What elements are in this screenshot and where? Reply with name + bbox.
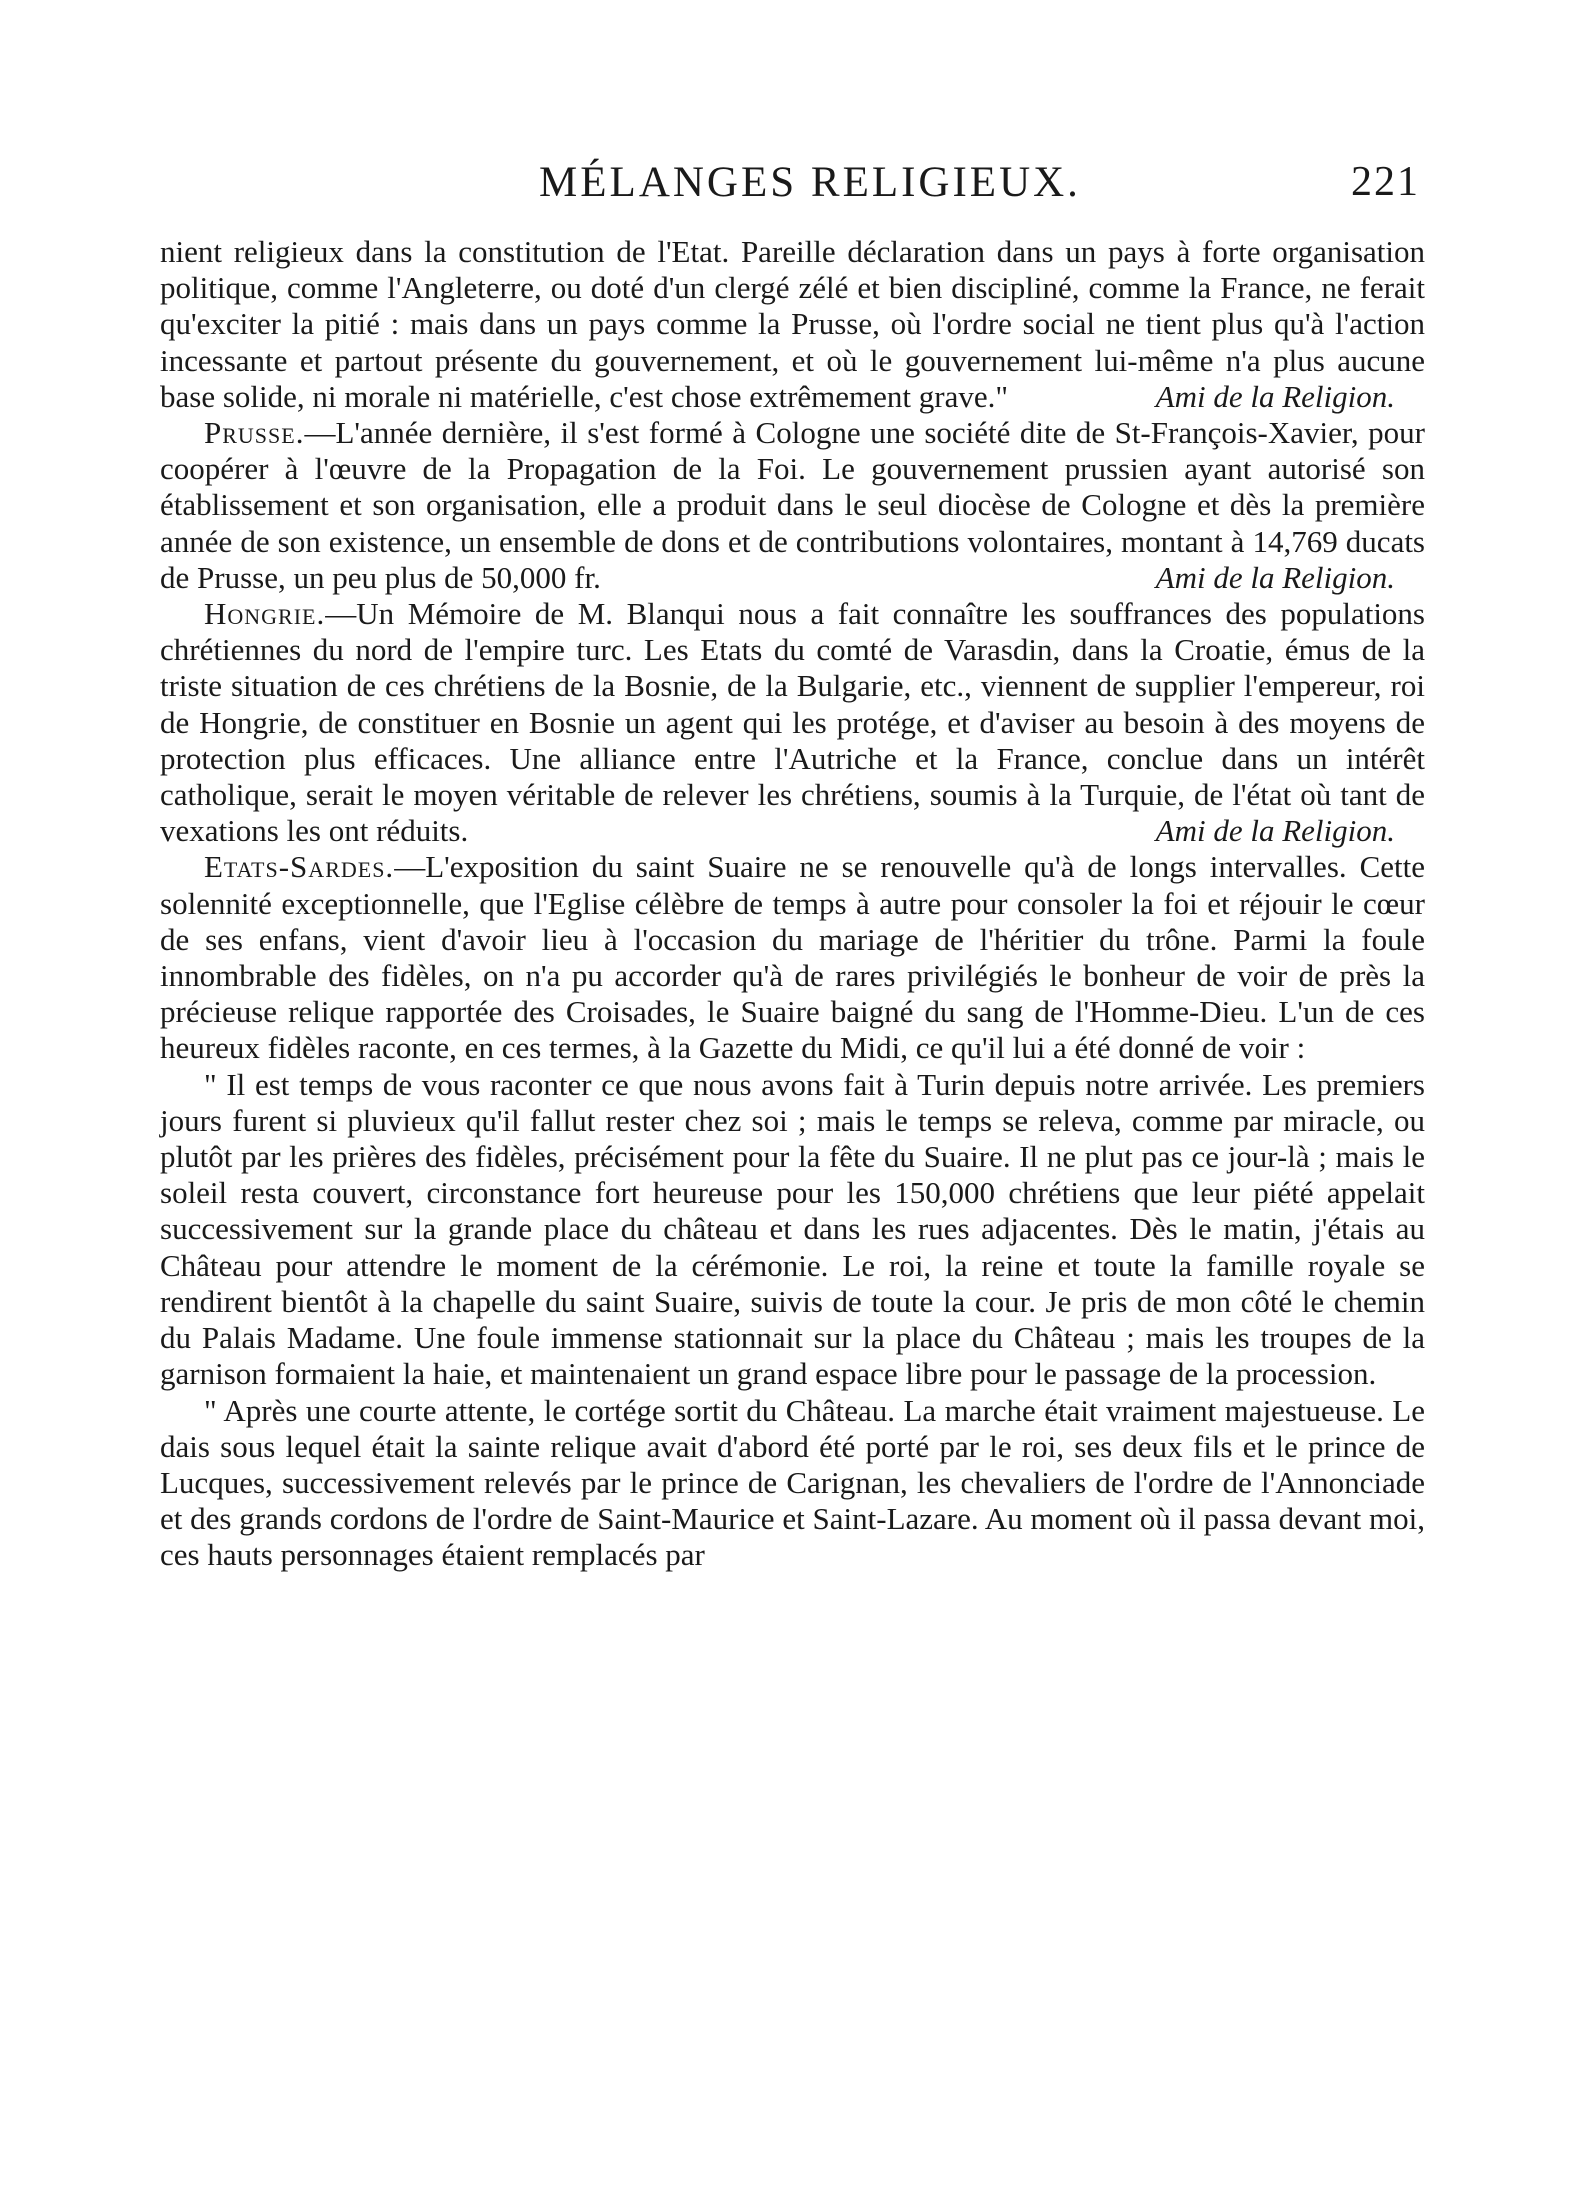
paragraph-etats-sardes bbox=[160, 849, 1425, 1066]
paragraph-lead: Hongrie. bbox=[204, 596, 326, 632]
paragraph-quote-2 bbox=[160, 1393, 1425, 1574]
source-citation: Ami de la Religion. bbox=[1155, 559, 1395, 595]
paragraph-lead: Prusse. bbox=[204, 415, 305, 451]
paragraph-quote-1 bbox=[160, 1067, 1425, 1393]
source-citation: Ami de la Religion. bbox=[1155, 813, 1395, 849]
paragraph-text: nient religieux dans la constitution de l'Etat. Pareille déclaration dans un pays à forte organisation politique, comme l'Angleterre, ou doté d'un clergé zélé et bien discipliné, comme la France, ne ferait qu'exciter la pitié : mais dans un pays comme la Prusse, où l'ordre social ne tient plus qu'à l'action incessante et partout présente du gouvernement, et où le gouvernement lui-même n'a plus aucune base solide, ni morale ni matérielle, c'est chose extrêmement grave." bbox=[160, 234, 1425, 414]
body-text bbox=[160, 234, 1425, 1574]
paragraph-text: —Un Mémoire de M. Blanqui nous a fait connaître les souffrances des populations chrétiennes du nord de l'empire turc. Les Etats du comté de Varasdin, dans la Croatie, émus de la triste situation de ces chrétiens de la Bosnie, de la Bulgarie, etc., viennent de supplier l'empereur, roi de Hongrie, de constituer en Bosnie un agent qui les protége, et d'aviser au besoin à des moyens de protection plus efficaces. Une alliance entre l'Autriche et la France, conclue dans un intérêt catholique, serait le moyen véritable de relever les chrétiens, soumis à la Turquie, de l'état où tant de vexations les ont réduits. bbox=[160, 596, 1425, 849]
page-header bbox=[200, 158, 1420, 218]
paragraph-lead: Etats-Sardes. bbox=[204, 849, 395, 885]
paragraph-text: —L'exposition du saint Suaire ne se renouvelle qu'à de longs intervalles. Cette solennité exceptionnelle, que l'Eglise célèbre de temps à autre pour consoler la foi et réjouir le cœur de ses enfans, vient d'avoir lieu à l'occasion du mariage de l'héritier du trône. Parmi la foule innombrable des fidèles, on n'a pu accorder qu'à de rares privilégiés le bonheur de voir de près la précieuse relique rapportée des Croisades, le Suaire baigné du sang de l'Homme-Dieu. L'un de ces heureux fidèles raconte, en ces termes, à la Gazette du Midi, ce qu'il lui a été donné de voir : bbox=[160, 849, 1425, 1066]
paragraph-text: —L'année dernière, il s'est formé à Cologne une société dite de St-François-Xavier, pour coopérer à l'œuvre de la Propagation de la Foi. Le gouvernement prussien ayant autorisé son établissement et son organisation, elle a produit dans le seul diocèse de Cologne et dès la première année de son existence, un ensemble de dons et de contributions volontaires, montant à 14,769 ducats de Prusse, un peu plus de 50,000 fr. bbox=[160, 415, 1425, 595]
page-number: 221 bbox=[1351, 159, 1420, 205]
source-citation: Ami de la Religion. bbox=[1155, 378, 1395, 414]
paragraph-prusse bbox=[160, 415, 1425, 596]
paragraph-continuation bbox=[160, 234, 1425, 415]
paragraph-text: " Il est temps de vous raconter ce que nous avons fait à Turin depuis notre arrivée. Les premiers jours furent si pluvieux qu'il fallut rester chez soi ; mais le temps se releva, comme par miracle, ou plutôt par les prières des fidèles, précisément pour la fête du Suaire. Il ne plut pas ce jour-là ; mais le soleil resta couvert, circonstance fort heureuse pour les 150,000 chrétiens que leur piété appelait successivement sur la grande place du château et dans les rues adjacentes. Dès le matin, j'étais au Château pour attendre le moment de la cérémonie. Le roi, la reine et toute la famille royale se rendirent bientôt à la chapelle du saint Suaire, suivis de toute la cour. Je pris de mon côté le chemin du Palais Madame. Une foule immense stationnait sur la place du Château ; mais les troupes de la garnison formaient la haie, et maintenaient un grand espace libre pour le passage de la procession. bbox=[160, 1066, 1425, 1392]
paragraph-hongrie bbox=[160, 596, 1425, 849]
paragraph-text: " Après une courte attente, le cortége sortit du Château. La marche était vraiment majestueuse. Le dais sous lequel était la sainte relique avait d'abord été porté par le roi, ses deux fils et le prince de Lucques, successivement relevés par le prince de Carignan, les chevaliers de l'ordre de l'Annonciade et des grands cordons de l'ordre de Saint-Maurice et Saint-Lazare. Au moment où il passa devant moi, ces hauts personnages étaient remplacés par bbox=[160, 1392, 1425, 1573]
running-title: MÉLANGES RELIGIEUX. bbox=[539, 159, 1081, 206]
